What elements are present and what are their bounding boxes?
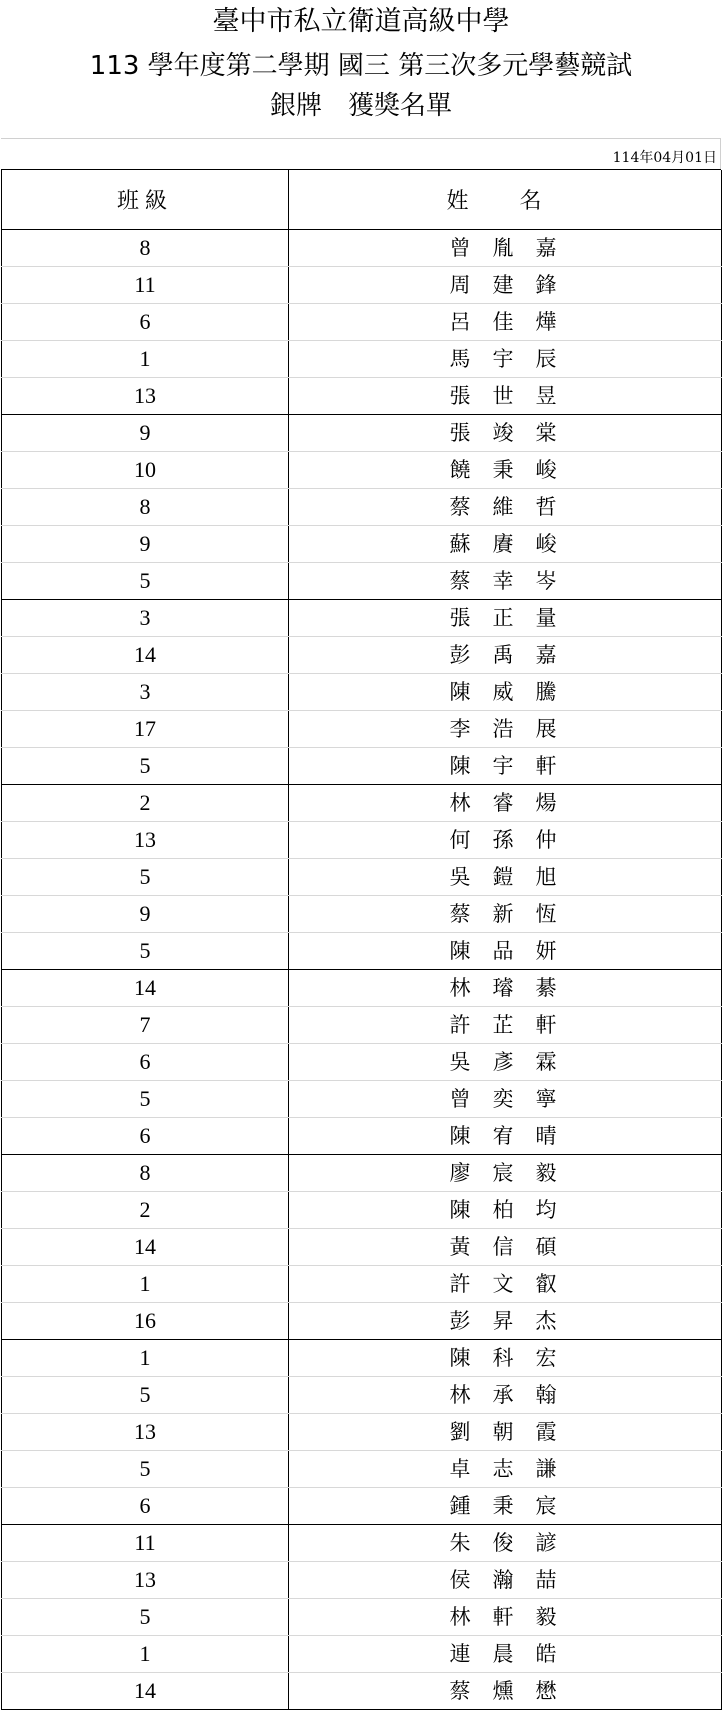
column-header-class: 班級 [2,170,289,230]
class-cell: 5 [2,1081,289,1118]
table-row [2,970,722,1007]
name-cell: 蘇賡峻 [289,526,722,563]
class-cell: 7 [2,1007,289,1044]
table-row [2,674,722,711]
class-cell: 6 [2,1118,289,1155]
name-cell: 劉朝霞 [289,1414,722,1451]
event-title: 113 學年度第二學期 國三 第三次多元學藝競試 [89,51,633,81]
table-row [2,822,722,859]
name-cell: 陳宥晴 [289,1118,722,1155]
table-row [2,1266,722,1303]
table-row [2,304,722,341]
class-cell: 13 [2,822,289,859]
name-cell: 彭禹嘉 [289,637,722,674]
name-cell: 張竣棠 [289,415,722,452]
table-row [2,1007,722,1044]
class-cell: 9 [2,896,289,933]
award-sheet [1,0,721,1710]
name-cell: 蔡維哲 [289,489,722,526]
class-cell: 3 [2,600,289,637]
class-cell: 14 [2,1673,289,1710]
table-row [2,1599,722,1636]
table-row [2,1451,722,1488]
table-row [2,1081,722,1118]
class-cell: 11 [2,267,289,304]
name-cell: 林承翰 [289,1377,722,1414]
name-cell: 許芷軒 [289,1007,722,1044]
class-cell: 8 [2,230,289,267]
name-cell: 蔡幸岑 [289,563,722,600]
name-cell: 呂佳燁 [289,304,722,341]
name-cell: 朱俊諺 [289,1525,722,1562]
table-row [2,1673,722,1710]
table-row [2,748,722,785]
class-cell: 6 [2,304,289,341]
table-row [2,1044,722,1081]
class-cell: 9 [2,415,289,452]
class-cell: 1 [2,1266,289,1303]
class-cell: 13 [2,378,289,415]
table-header-row [2,170,722,230]
table-row [2,1192,722,1229]
name-cell: 林璿綦 [289,970,722,1007]
class-cell: 2 [2,785,289,822]
class-cell: 13 [2,1562,289,1599]
table-row [2,1229,722,1266]
name-cell: 張世昱 [289,378,722,415]
table-row [2,341,722,378]
class-cell: 3 [2,674,289,711]
class-cell: 14 [2,1229,289,1266]
class-cell: 1 [2,1636,289,1673]
class-cell: 2 [2,1192,289,1229]
class-cell: 10 [2,452,289,489]
table-row [2,711,722,748]
winners-table [1,170,722,1710]
class-cell: 5 [2,933,289,970]
announcement-date: 114年04月01日 [1,139,721,170]
name-cell: 蔡新恆 [289,896,722,933]
table-row [2,1303,722,1340]
table-row [2,526,722,563]
name-cell: 彭昇杰 [289,1303,722,1340]
class-cell: 9 [2,526,289,563]
class-cell: 6 [2,1488,289,1525]
table-row [2,600,722,637]
name-cell: 黃信碩 [289,1229,722,1266]
class-cell: 8 [2,489,289,526]
name-cell: 曾奕寧 [289,1081,722,1118]
class-cell: 1 [2,341,289,378]
school-title: 臺中市私立衛道高級中學 [212,6,510,37]
divider [1,128,721,139]
name-cell: 吳彥霖 [289,1044,722,1081]
table-row [2,1340,722,1377]
name-cell: 卓志謙 [289,1451,722,1488]
class-cell: 13 [2,1414,289,1451]
name-cell: 陳威騰 [289,674,722,711]
table-row [2,1488,722,1525]
class-cell: 1 [2,1340,289,1377]
name-cell: 林睿煬 [289,785,722,822]
class-cell: 5 [2,748,289,785]
table-row [2,267,722,304]
name-cell: 饒秉峻 [289,452,722,489]
table-row [2,896,722,933]
name-cell: 陳柏均 [289,1192,722,1229]
name-cell: 連晨皓 [289,1636,722,1673]
class-cell: 16 [2,1303,289,1340]
name-cell: 侯瀚喆 [289,1562,722,1599]
class-cell: 5 [2,563,289,600]
table-row [2,1636,722,1673]
class-cell: 14 [2,637,289,674]
table-row [2,1155,722,1192]
table-row [2,1377,722,1414]
name-cell: 曾胤嘉 [289,230,722,267]
name-cell: 何孫仲 [289,822,722,859]
award-title: 銀牌 獲獎名單 [269,91,452,121]
class-cell: 11 [2,1525,289,1562]
table-row [2,933,722,970]
class-cell: 5 [2,1599,289,1636]
class-cell: 6 [2,1044,289,1081]
name-cell: 陳宇軒 [289,748,722,785]
table-row [2,378,722,415]
table-row [2,1118,722,1155]
name-cell: 李浩展 [289,711,722,748]
table-row [2,415,722,452]
name-cell: 許文叡 [289,1266,722,1303]
table-row [2,1525,722,1562]
name-cell: 陳科宏 [289,1340,722,1377]
table-row [2,489,722,526]
name-cell: 陳品妍 [289,933,722,970]
table-row [2,1414,722,1451]
name-cell: 馬宇辰 [289,341,722,378]
name-cell: 張正量 [289,600,722,637]
class-cell: 5 [2,1377,289,1414]
name-cell: 吳鎧旭 [289,859,722,896]
class-cell: 8 [2,1155,289,1192]
table-row [2,1562,722,1599]
table-row [2,859,722,896]
table-row [2,785,722,822]
name-cell: 林軒毅 [289,1599,722,1636]
class-cell: 17 [2,711,289,748]
class-cell: 5 [2,1451,289,1488]
table-body [2,230,722,1710]
column-header-name: 姓 名 [289,170,722,230]
name-cell: 廖宸毅 [289,1155,722,1192]
table-row [2,563,722,600]
table-row [2,452,722,489]
class-cell: 5 [2,859,289,896]
table-row [2,637,722,674]
class-cell: 14 [2,970,289,1007]
name-cell: 蔡燻懋 [289,1673,722,1710]
name-cell: 周建鋒 [289,267,722,304]
name-cell: 鍾秉宸 [289,1488,722,1525]
table-row [2,230,722,267]
